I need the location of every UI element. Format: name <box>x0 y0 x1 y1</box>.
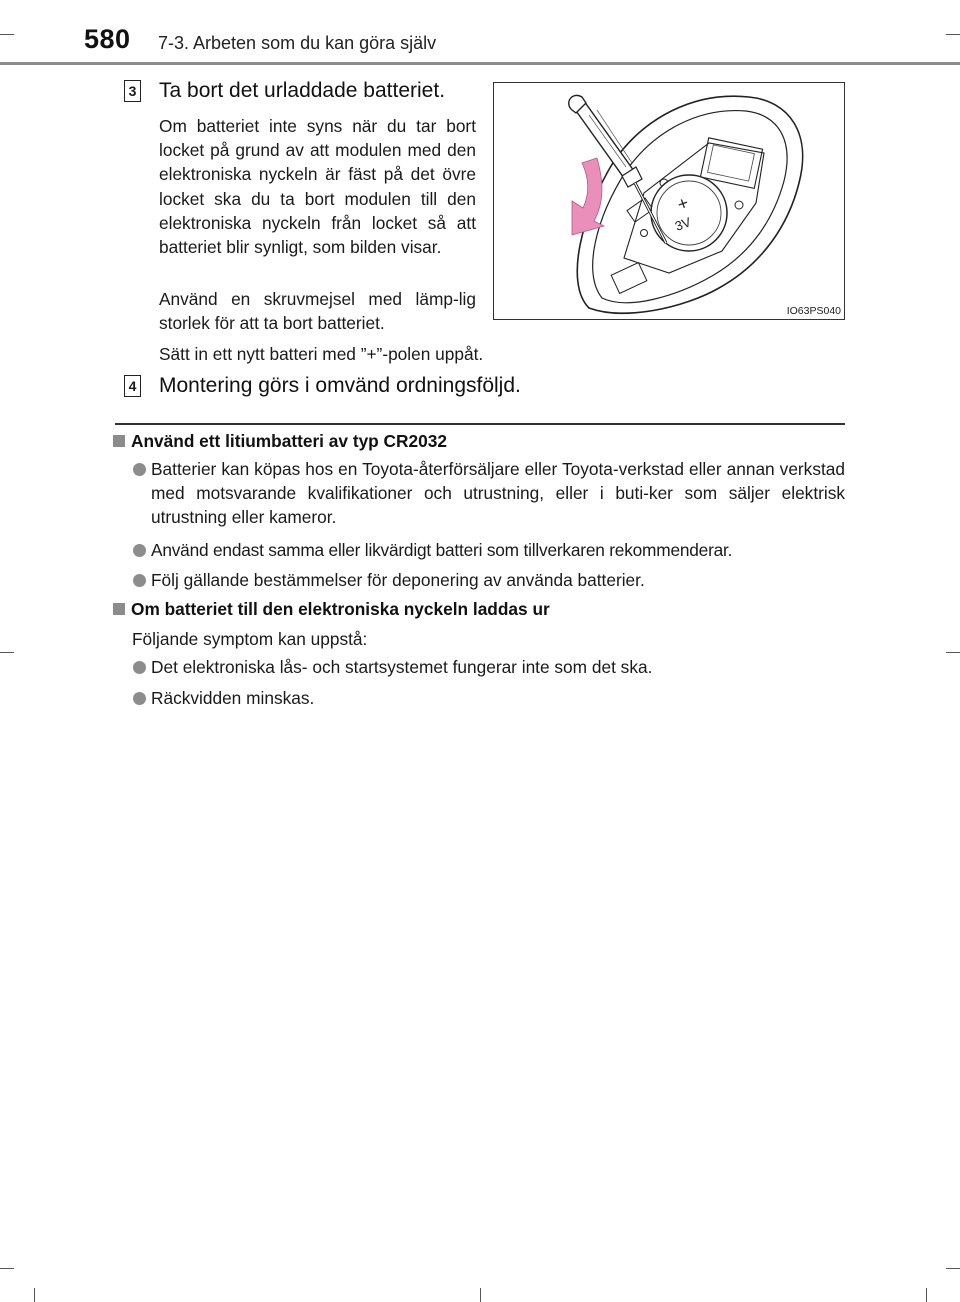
note-bullet: Det elektroniska lås- och startsystemet fungerar inte som det ska. <box>151 657 653 677</box>
bullet-dot-icon <box>133 544 146 557</box>
square-bullet-icon <box>113 603 125 615</box>
step-heading: Montering görs i omvänd ordningsföljd. <box>159 374 521 397</box>
page-number: 580 <box>84 24 131 54</box>
note-intro: Följande symptom kan uppstå: <box>132 629 368 649</box>
figure-code: IO63PS040 <box>786 305 841 317</box>
crop-mark <box>946 652 960 653</box>
square-bullet-icon <box>113 435 125 447</box>
crop-mark <box>34 1288 35 1302</box>
crop-mark <box>926 1288 927 1302</box>
step-number-badge: 4 <box>124 375 141 397</box>
section-divider <box>115 423 845 425</box>
bullet-dot-icon <box>133 661 146 674</box>
crop-mark <box>946 1268 960 1269</box>
step-number-badge: 3 <box>124 80 141 102</box>
bullet-dot-icon <box>133 463 146 476</box>
note-bullet: Batterier kan köpas hos en Toyota-återförsäljare eller Toyota-verkstad eller annan verkstad med motsvarande kvalifikationer och utrustning, eller i buti-ker som säljer elektrisk utrustning eller kameror. <box>151 459 845 528</box>
bullet-dot-icon <box>133 574 146 587</box>
note-title: Använd ett litiumbatteri av typ CR2032 <box>131 431 447 451</box>
header-rule <box>0 62 960 65</box>
step-paragraph: Använd en skruvmejsel med lämp-lig storlek för att ta bort batteriet. <box>159 289 476 334</box>
note-bullet: Följ gällande bestämmelser för deponering av använda batterier. <box>151 570 645 590</box>
section-title: 7-3. Arbeten som du kan göra själv <box>158 33 437 53</box>
key-battery-illustration <box>493 82 845 320</box>
note-heading <box>113 599 550 620</box>
step-heading: Ta bort det urladdade batteriet. <box>159 79 446 102</box>
battery-voltage-label: 3V <box>672 214 693 234</box>
bullet-dot-icon <box>133 692 146 705</box>
note-heading <box>113 431 447 452</box>
note-bullet: Använd endast samma eller likvärdigt batteri som tillverkaren rekommenderar. <box>151 540 733 560</box>
step-paragraph: Om batteriet inte syns när du tar bort locket på grund av att modulen med den elektroniska nyckeln är fäst på det övre locket ska du ta bort modulen till den elektroniska nyckeln från locket så att batteriet blir synligt, som bilden visar. <box>159 116 476 258</box>
battery-plus-mark: + <box>674 192 692 215</box>
note-bullet: Räckvidden minskas. <box>151 688 315 708</box>
page-header <box>0 0 960 66</box>
key-fob-drawing <box>494 83 844 319</box>
crop-mark <box>480 1288 481 1302</box>
crop-mark <box>0 1268 14 1269</box>
crop-mark <box>0 652 14 653</box>
note-title: Om batteriet till den elektroniska nyckeln laddas ur <box>131 599 550 619</box>
step-paragraph: Sätt in ett nytt batteri med ”+”-polen uppåt. <box>159 344 484 364</box>
